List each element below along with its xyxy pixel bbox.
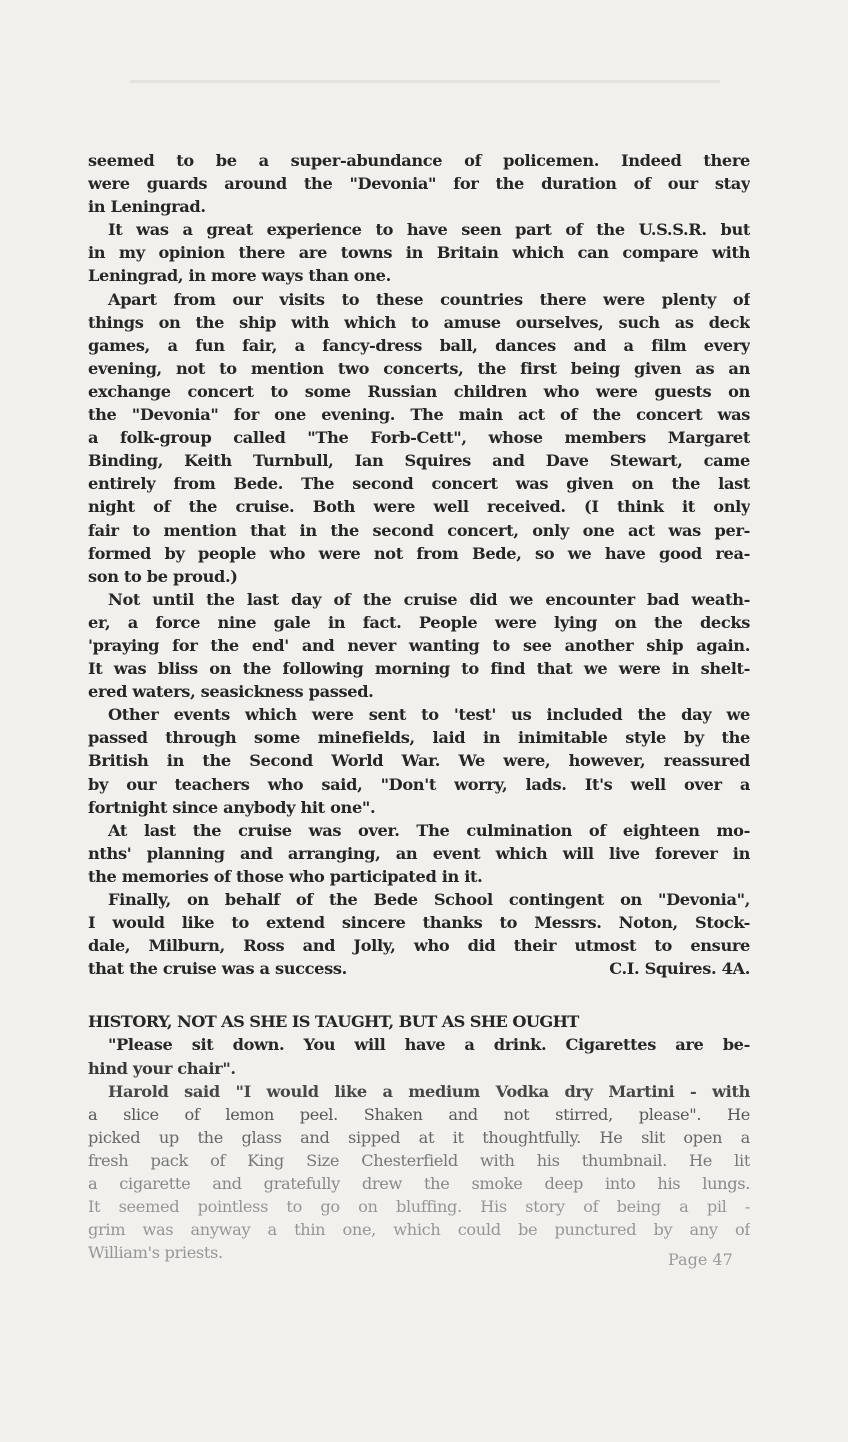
header-rule-showthrough <box>130 80 720 83</box>
text-line: exchange concert to some Russian children who were guests on <box>88 381 750 401</box>
text-line: fair to mention that in the second concert, only one act was per- <box>88 520 750 540</box>
text-line: entirely from Bede. The second concert was given on the last <box>88 474 750 494</box>
text-line: Leningrad, in more ways than one. <box>88 266 391 286</box>
page-number: Page 47 <box>668 1250 733 1269</box>
text-line: things on the ship with which to amuse ourselves, such as deck <box>88 312 750 332</box>
text-line: William's priests. <box>88 1243 223 1263</box>
text-line: "Please sit down. You will have a drink. Cigarettes are be- <box>108 1035 750 1055</box>
text-line: Not until the last day of the cruise did we encounter bad weath- <box>108 589 750 609</box>
text-line: in Leningrad. <box>88 197 206 217</box>
text-line: passed through some minefields, laid in inimitable style by the <box>88 728 750 748</box>
text-line: games, a fun fair, a fancy-dress ball, dances and a film every <box>88 335 750 355</box>
author-signature: C.I. Squires. 4A. <box>609 959 750 979</box>
text-line: Binding, Keith Turnbull, Ian Squires and Dave Stewart, came <box>88 451 750 471</box>
text-line: Finally, on behalf of the Bede School contingent on "Devonia", <box>108 890 750 909</box>
text-line: dale, Milburn, Ross and Jolly, who did their utmost to ensure <box>88 936 750 956</box>
text-line: I would like to extend sincere thanks to Messrs. Noton, Stock- <box>88 913 750 933</box>
text-line: 'praying for the end' and never wanting to see another ship again. <box>88 635 750 655</box>
text-line: At last the cruise was over. The culmination of eighteen mo- <box>108 820 750 840</box>
text-line: a slice of lemon peel. Shaken and not stirred, please". He <box>88 1104 750 1124</box>
text-line: It was a great experience to have seen part of the U.S.S.R. but <box>108 220 750 240</box>
text-line: hind your chair". <box>88 1058 236 1078</box>
text-line: Apart from our visits to these countries there were plenty of <box>108 289 750 309</box>
article-body <box>88 149 750 1264</box>
text-line: son to be proud.) <box>88 566 238 586</box>
text-line: It seemed pointless to go on bluffing. His story of being a pil - <box>88 1197 750 1217</box>
text-line: grim was anyway a thin one, which could be punctured by any of <box>88 1220 750 1240</box>
text-line: fortnight since anybody hit one". <box>88 797 376 817</box>
article-history <box>88 1033 750 1264</box>
text-line: evening, not to mention two concerts, the first being given as an <box>88 358 750 378</box>
text-line: ered waters, seasickness passed. <box>88 682 374 702</box>
text-line: were guards around the "Devonia" for the duration of our stay <box>88 174 750 194</box>
text-line: nths' planning and arranging, an event which will live forever in <box>88 843 750 863</box>
article-cruise <box>88 149 750 980</box>
text-line: British in the Second World War. We were, however, reassured <box>88 751 750 771</box>
text-line: It was bliss on the following morning to find that we were in shelt- <box>88 659 750 679</box>
text-line: er, a force nine gale in fact. People were lying on the decks <box>88 612 750 632</box>
text-line-content: that the cruise was a success. <box>88 959 347 979</box>
text-line: by our teachers who said, "Don't worry, lads. It's well over a <box>88 774 750 794</box>
text-line: Harold said "I would like a medium Vodka dry Martini - with <box>108 1081 750 1101</box>
text-line: the "Devonia" for one evening. The main act of the concert was <box>88 405 750 425</box>
text-line: the memories of those who participated in it. <box>88 866 483 886</box>
text-line: formed by people who were not from Bede, so we have good rea- <box>88 543 750 563</box>
text-line: picked up the glass and sipped at it thoughtfully. He slit open a <box>88 1127 750 1147</box>
text-line: a cigarette and gratefully drew the smoke deep into his lungs. <box>88 1174 750 1194</box>
text-line: night of the cruise. Both were well received. (I think it only <box>88 497 750 517</box>
text-line: seemed to be a super-abundance of policemen. Indeed there <box>88 151 750 170</box>
text-line <box>88 957 750 980</box>
text-line: in my opinion there are towns in Britain which can compare with <box>88 243 750 263</box>
text-line: a folk-group called "The Forb-Cett", whose members Margaret <box>88 428 750 448</box>
article-heading: HISTORY, NOT AS SHE IS TAUGHT, BUT AS SHE OUGHT <box>88 1012 579 1032</box>
text-line: fresh pack of King Size Chesterfield with his thumbnail. He lit <box>88 1150 750 1170</box>
text-line: Other events which were sent to 'test' us included the day we <box>108 705 750 725</box>
